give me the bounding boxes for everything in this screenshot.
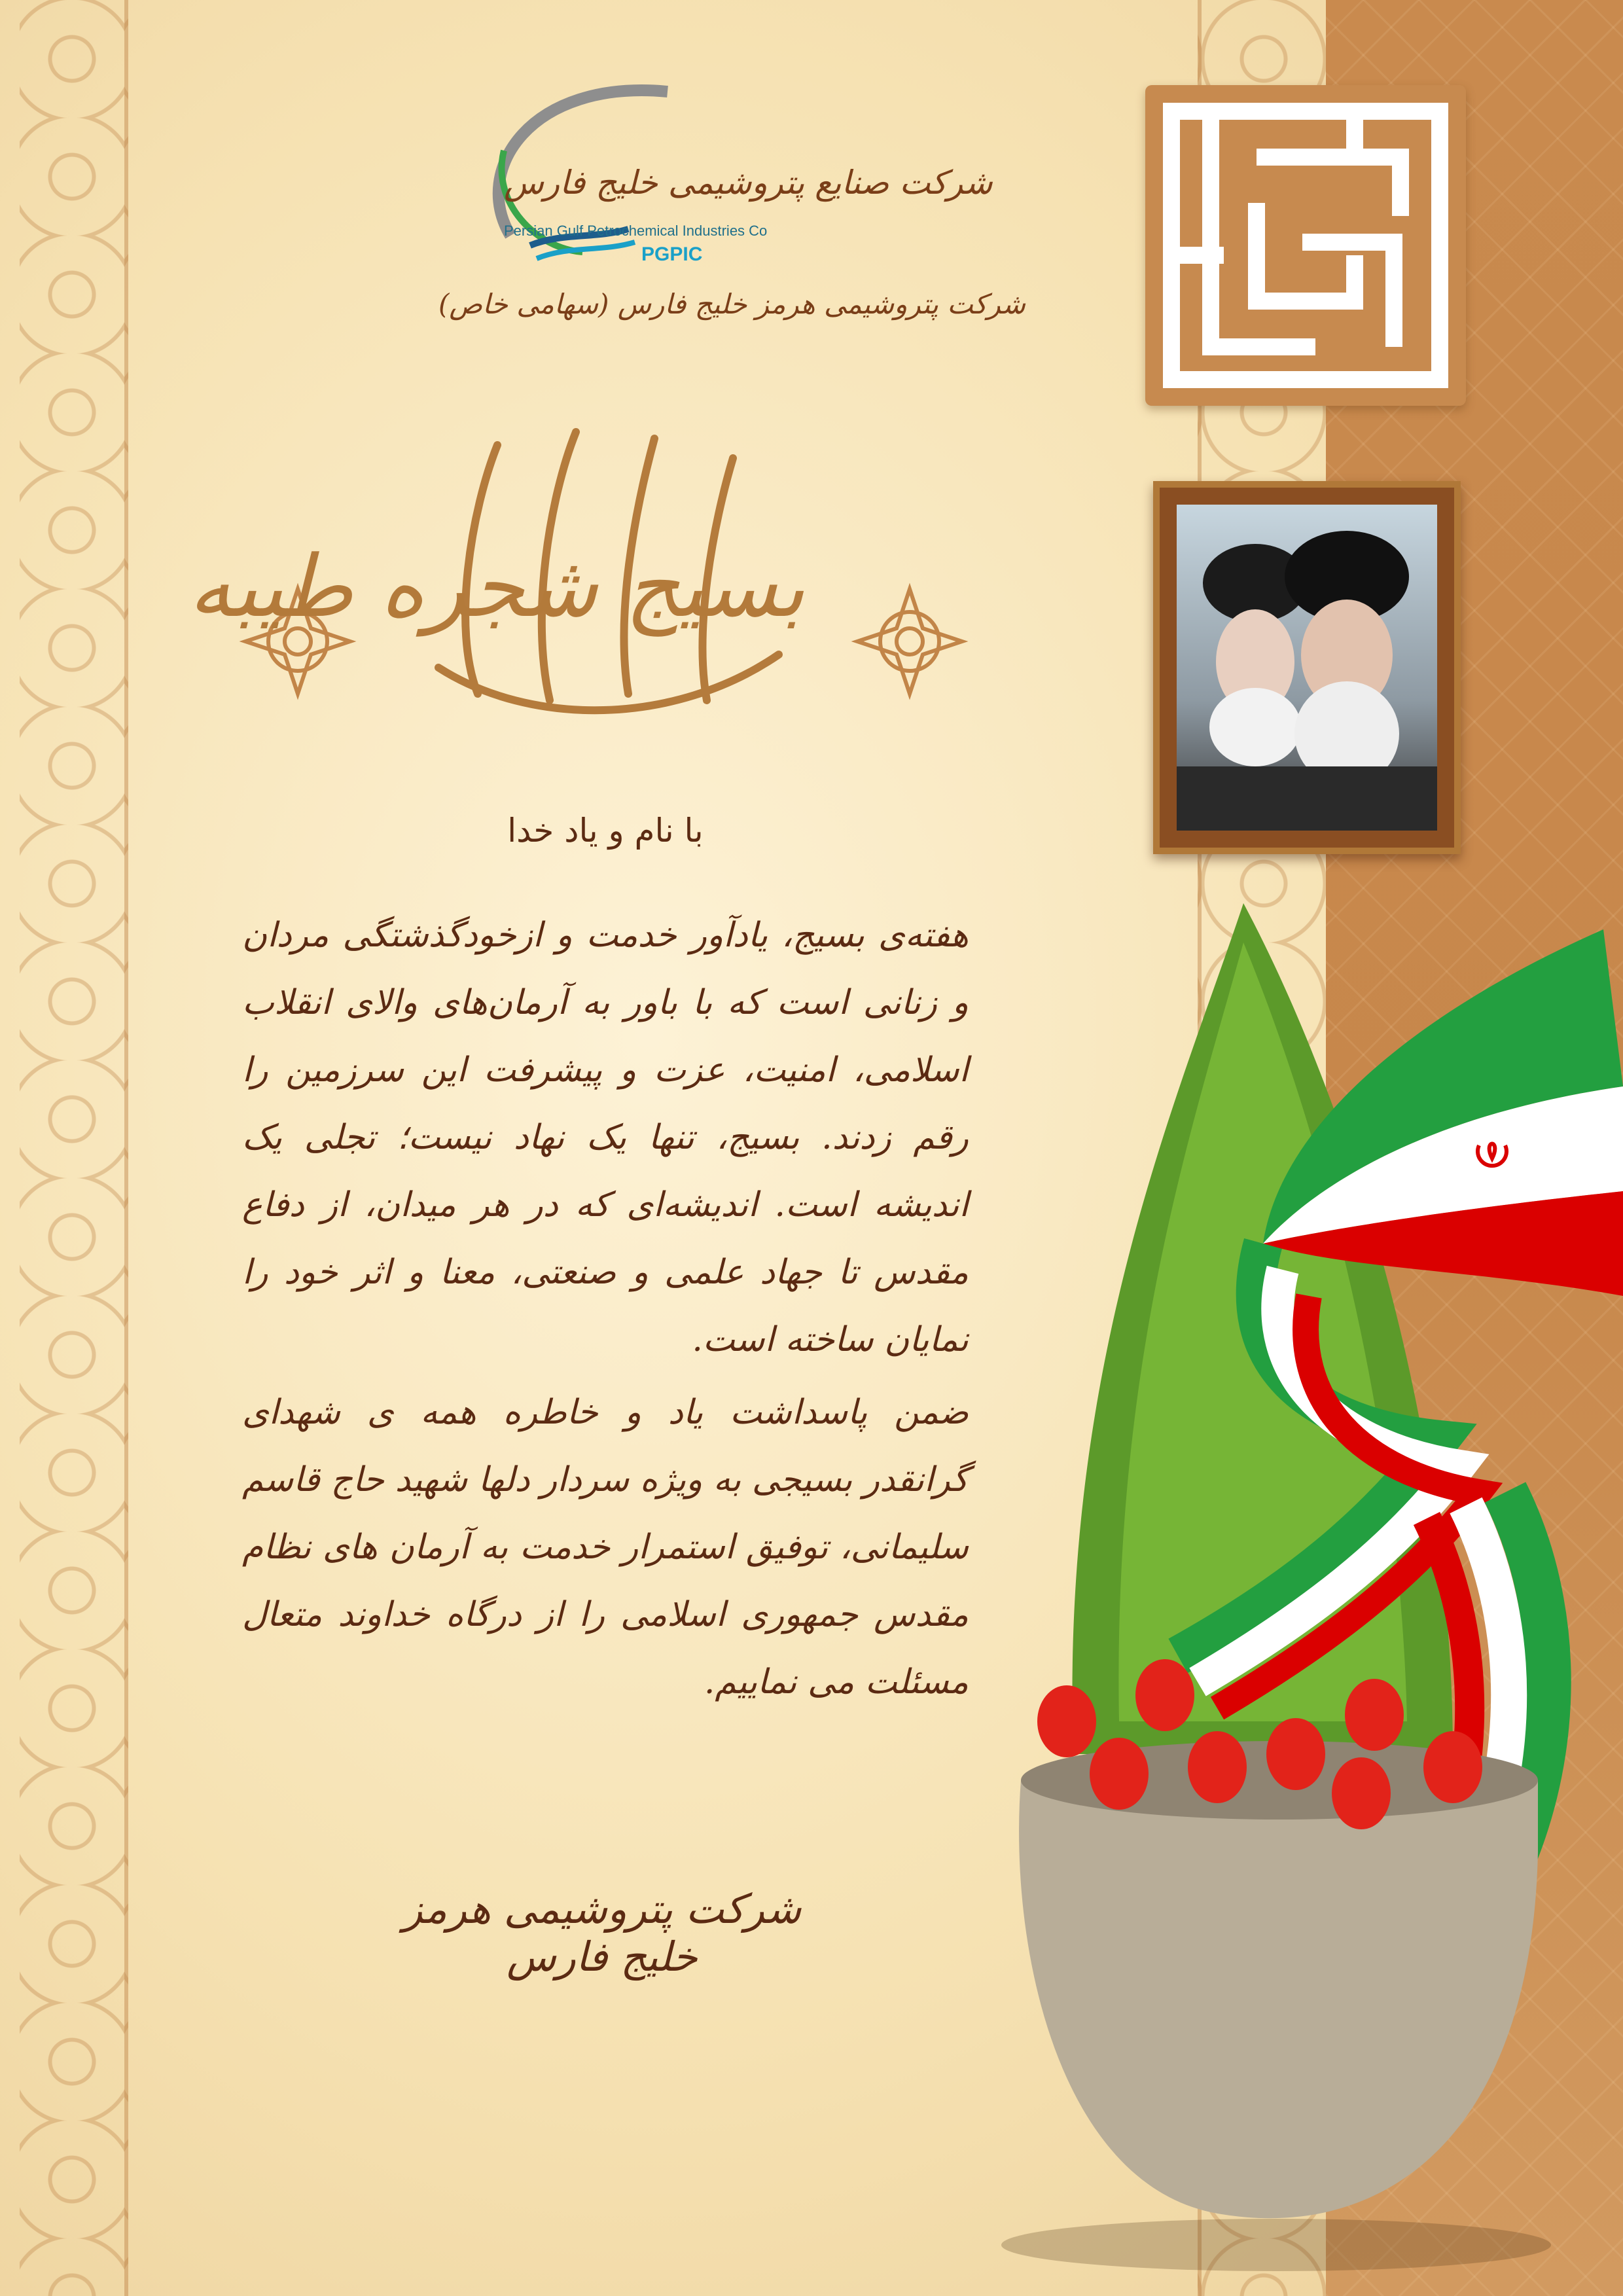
- vase-icon: [1001, 1741, 1551, 2271]
- logo-company-name-fa: شرکت صنایع پتروشیمی خلیج فارس: [504, 164, 993, 202]
- title-calligraphy-text: بسیج شجره طیبه: [188, 537, 805, 636]
- right-rosette-icon: [851, 583, 969, 700]
- logo-company-name-en: Persian Gulf Petrochemical Industries Co: [504, 223, 768, 239]
- portrait-image: [1177, 505, 1437, 831]
- company-logo: [432, 72, 1026, 347]
- tree-vase-flag-illustration: [982, 903, 1623, 2296]
- left-ornamental-border: [20, 0, 128, 2296]
- kufic-bismillah-block: [1145, 85, 1466, 406]
- portrait-frame: [1153, 481, 1461, 854]
- kufic-calligraphy-icon: [1145, 85, 1466, 406]
- letter-body: [242, 812, 969, 1716]
- letter-paragraph-1: هفته‌ی بسیج، یادآور خدمت و ازخودگذشتگی مردان و زنانی است که با باور به آرمان‌های والای انقلاب اسلامی، امنیت، عزت و پیشرفت این سرزمین را رقم زدند. بسیج، تنها یک نهاد نیست؛ تجلی یک اندیشه است. اندیشه‌ای که در هر میدان، از دفاع مقدس تا جهاد علمی و صنعتی، معنا و اثر خود را نمایان ساخته است.: [242, 916, 969, 1359]
- portrait-figures-icon: [1177, 505, 1437, 831]
- logo-abbreviation: PGPIC: [641, 243, 703, 265]
- letter-signature: شرکت پتروشیمی هرمز خلیج فارس: [402, 1885, 802, 1981]
- title-calligraphy: [188, 419, 805, 759]
- logo-subsidiary-name: شرکت پتروشیمی هرمز خلیج فارس (سهامی خاص): [438, 288, 1026, 320]
- letter-greeting: با نام و یاد خدا: [507, 812, 704, 850]
- letter-paragraph-2: ضمن پاسداشت یاد و خاطره همه ی شهدای گرانقدر بسیجی به ویژه سردار دلها شهید حاج قاسم سلیمانی، توفیق استمرار خدمت به آرمان های نظام مقدس جمهوری اسلامی را از درگاه خداوند متعال مسئلت می نماییم.: [242, 1393, 969, 1702]
